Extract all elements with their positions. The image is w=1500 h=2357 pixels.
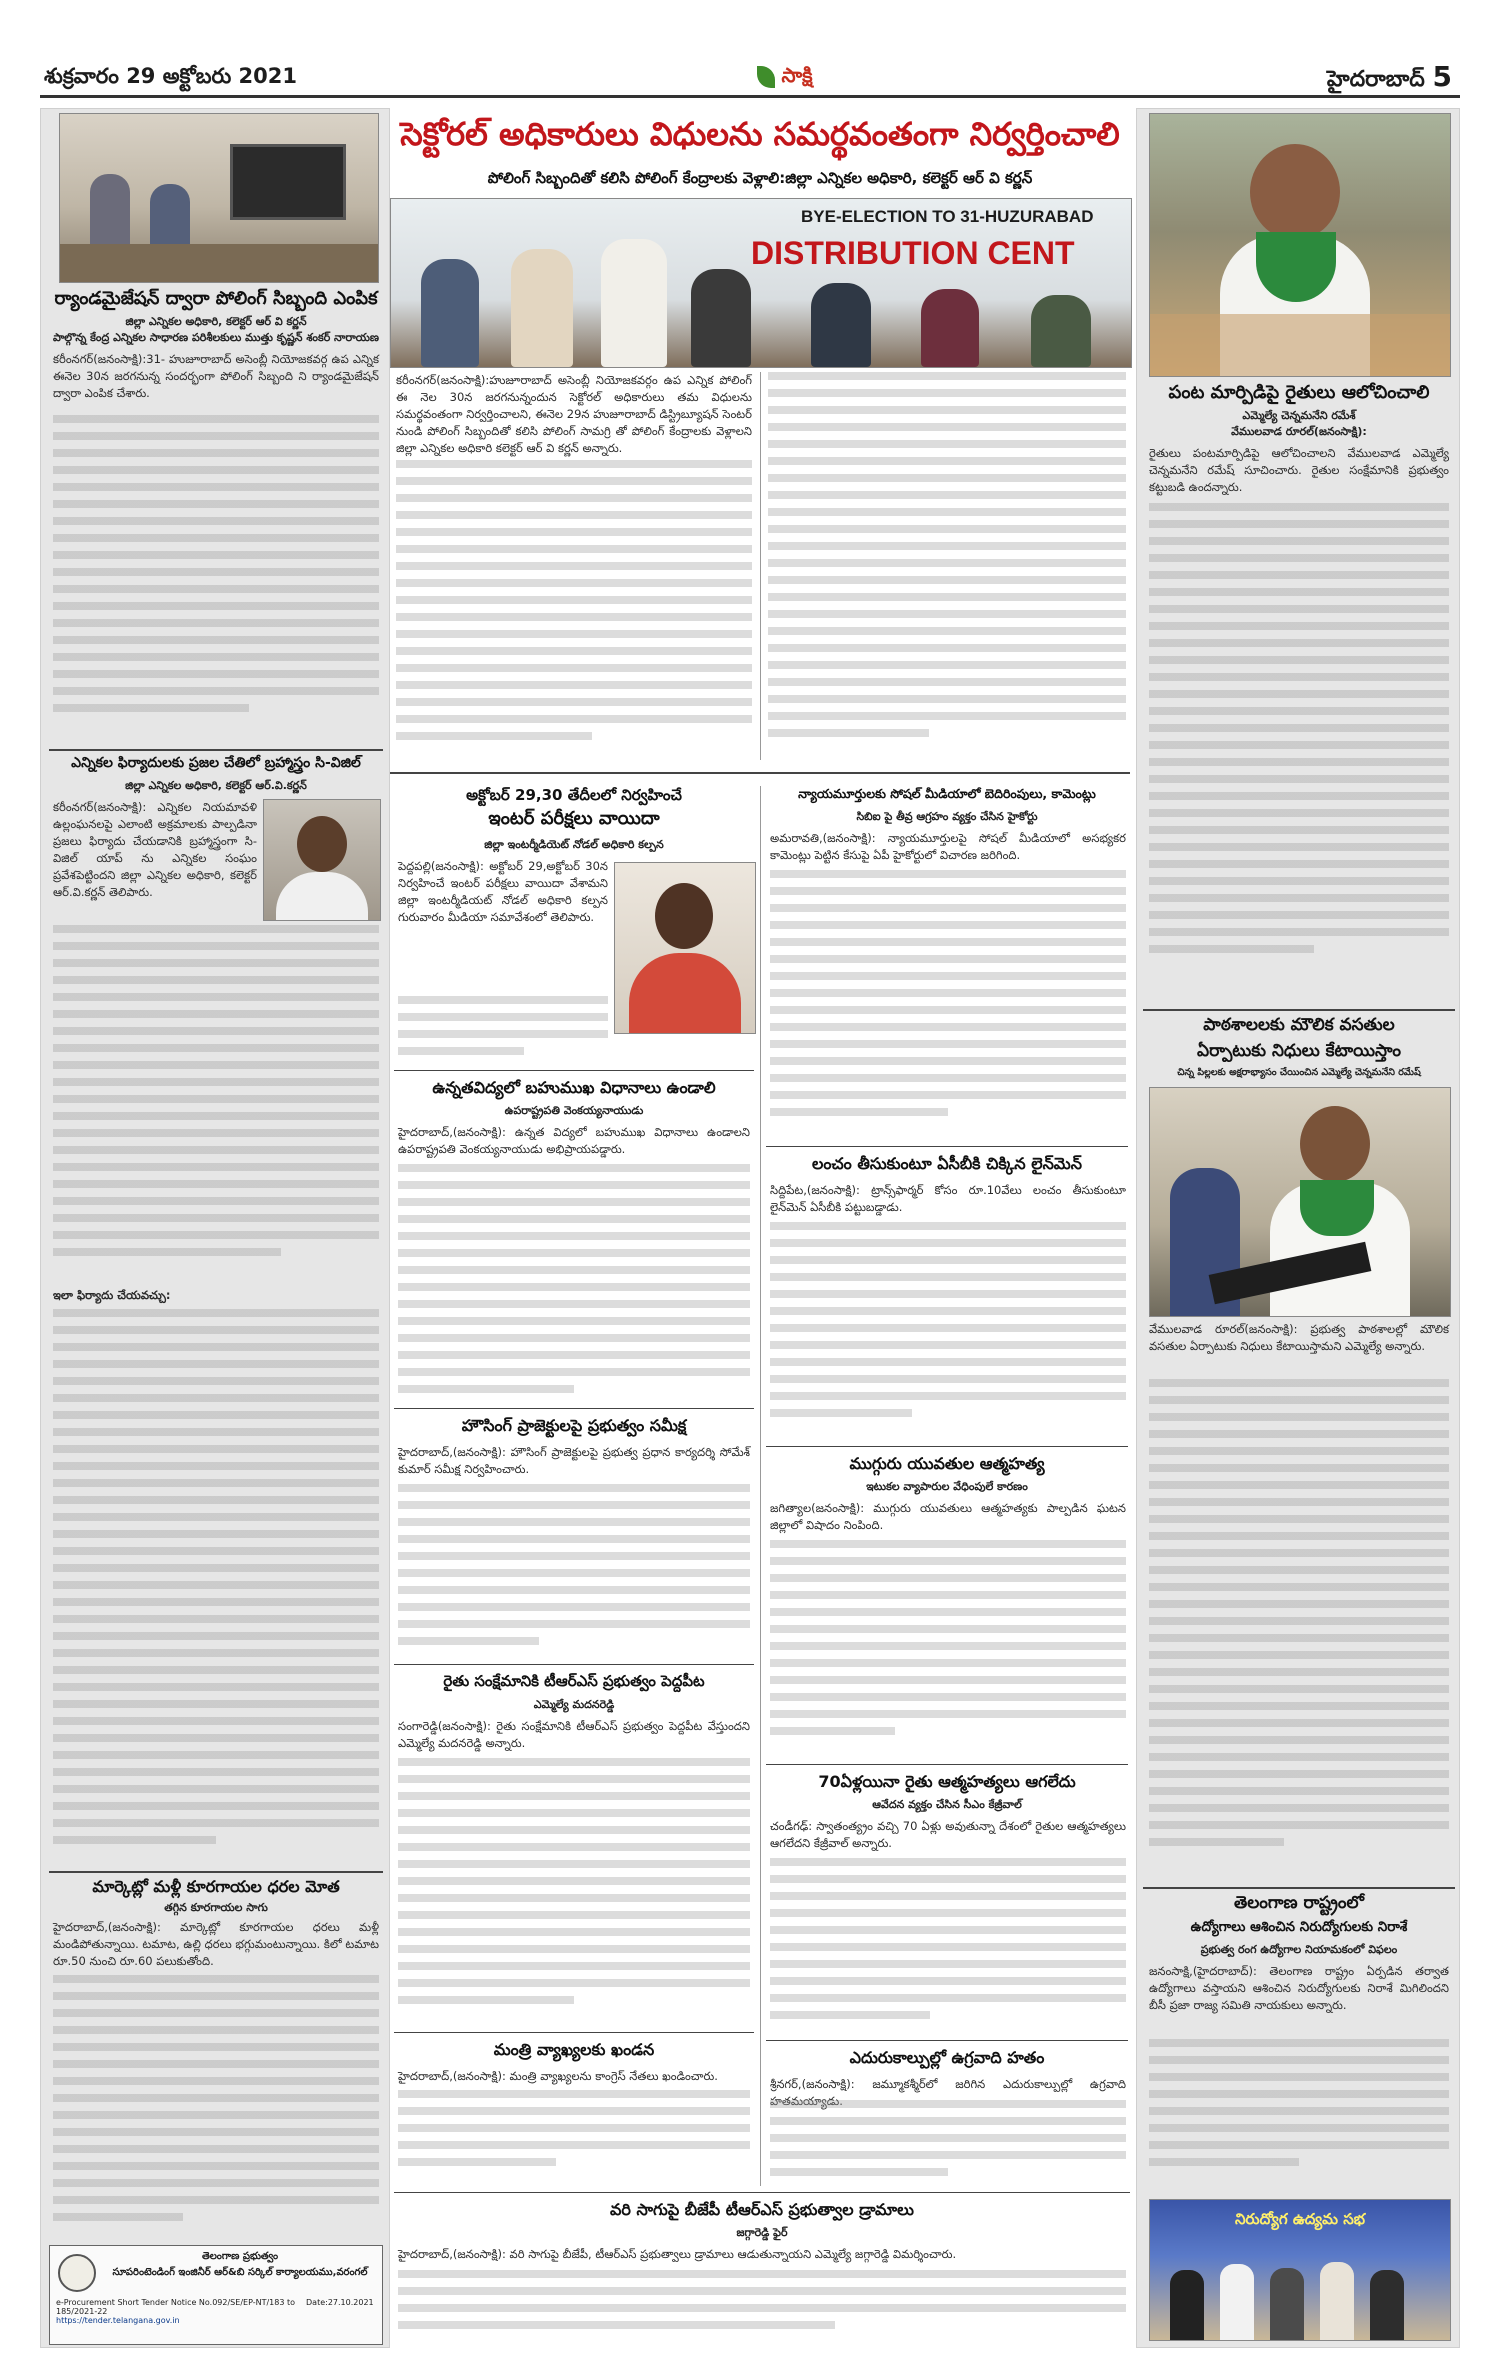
story1-headline: ర్యాండమైజేషన్ ద్వారా పోలింగ్ సిబ్బంది ఎంపిక (54, 288, 378, 309)
center-s10-body: శ్రీనగర్,(జనంసాక్షి): జమ్మూకశ్మీర్‌లో జరిగిన ఎదురుకాల్పుల్లో ఉగ్రవాది హతమయ్యాడు. (770, 2077, 1126, 2108)
crowd-shape (1150, 314, 1450, 376)
ad-office: సూపరింటెండింగ్ ఇంజినీర్ ఆర్&బి సర్కిల్ కార్యాలయము,వరంగల్ (112, 2267, 368, 2278)
center-s3-headline: ఉన్నతవిద్యలో బహుముఖ విధానాలు ఉండాలి (432, 1078, 716, 1097)
lead-body: కరీంనగర్(జనంసాక్షి):హుజూరాబాద్ అసెంబ్లీ నియోజకవర్గం ఉప ఎన్నిక పోలింగ్ ఈ నెల 30న జరగనున్నందున సెక్టోరల్ అధికారులు తమ విధులను సమర్థవంతంగా నిర్వర్తించాలని, ఈనెల 29న హుజూరాబాద్ డిస్ట్రిబ్యూషన్ సెంటర్ నుండి పోలింగ్ సిబ్బందితో కలిసి పోలింగ్ సామగ్రి తో పోలింగ్ కేంద్రాలకు వెళ్లాలని జిల్లా ఎన్నికల అధికారి కలెక్టర్ ఆర్ వి కర్ణన్ అన్నారు. (396, 373, 752, 455)
story2-minihead: ఇలా ఫిర్యాదు చేయవచ్చు: (53, 1288, 171, 1302)
center-s1-body: పెద్దపల్లి(జనంసాక్షి): అక్టోబర్ 29,అక్టోబర్ 30న నిర్వహించే ఇంటర్ పరీక్షలు వాయిదా వేశామని జిల్లా ఇంటర్మీడియట్ నోడల్ అధికారి కల్పన గురువారం మీడియా సమావేశంలో తెలిపారు. (398, 859, 608, 924)
person-figure (921, 289, 979, 367)
collector-portrait (263, 799, 381, 921)
person-figure (421, 259, 479, 367)
person-figure (811, 283, 871, 367)
center-s3-body: హైదరాబాద్,(జనంసాక్షి): ఉన్నత విద్యలో బహుముఖ విధానాలు ఉండాలని ఉపరాష్ట్రపతి వెంకయ్యనాయుడు అభిప్రాయపడ్డారు. (398, 1125, 750, 1156)
story2-subhead: జిల్లా ఎన్నికల అధికారి, కలెక్టర్ ఆర్.వి.కర్ణన్ (125, 779, 307, 792)
person-figure (1031, 295, 1091, 367)
story2-body: కరీంనగర్(జనంసాక్షి): ఎన్నికల నియమావళి ఉల్లంఘనలపై ఎలాంటి అక్రమాలకు పాల్పడినా ప్రజలు ఫిర్యాదు చేయడానికి బ్రహ్మాస్త్రంగా సి-విజిల్ యాప్ ను ఎన్నికల సంఘం ప్రవేశపెట్టిందని జిల్లా ఎన్నికల అధికారి, కలెక్టర్ ఆర్.వి.కర్ణన్ తెలిపారు. (53, 800, 257, 899)
face-shape (297, 816, 347, 872)
right-r2-headline: పాఠశాలలకు మౌలిక వసతుల (1203, 1015, 1395, 1035)
center-s6-lines (770, 1540, 1126, 1760)
divider (766, 1764, 1128, 1765)
right-r3-subhead: ప్రభుత్వ రంగ ఉద్యోగాల నియామకంలో విఫలం (1200, 1943, 1398, 1956)
divider (766, 2040, 1128, 2041)
stage-banner-text: నిరుద్యోగ ఉద్యమ సభ (1234, 2210, 1366, 2228)
face-shape (1250, 144, 1340, 240)
scarf-shape (1300, 1180, 1374, 1236)
center-s11-headline: వరి సాగుపై బీజేపీ టీఆర్ఎస్ ప్రభుత్వాల డ్రామాలు (610, 2200, 914, 2219)
center-s2-lines (770, 870, 1126, 1140)
ad-date: Date:27.10.2021 (306, 2298, 374, 2307)
divider (766, 1446, 1128, 1447)
person-figure (691, 269, 751, 367)
masthead (40, 58, 1460, 98)
person-figure (1320, 2262, 1354, 2340)
right-r2-body: వేములవాడ రూరల్(జనంసాక్షి): ప్రభుత్వ పాఠశాలల్లో మౌలిక వసతుల ఏర్పాటుకు నిధులు కేటాయిస్తామని ఎమ్మెల్యే అన్నారు. (1149, 1322, 1449, 1353)
page-number: 5 (1432, 60, 1452, 93)
story1-body: కరీంనగర్(జనంసాక్షి):31- హుజూరాబాద్ అసెంబ్లీ నియోజకవర్గ ఉప ఎన్నిక ఈనెల 30న జరగనున్న సందర్భంగా పోలింగ్ సిబ్బంది ని ర్యాండమైజేషన్ ద్వారా ఎంపిక చేశారు. (53, 352, 379, 400)
right-r1-body: రైతులు పంటమార్పిడిపై ఆలోచించాలని వేములవాడ ఎమ్మెల్యే చెన్నమనేని రమేష్ సూచించారు. రైతుల సంక్షేమానికి ప్రభుత్వం కట్టుబడి ఉందన్నారు. (1149, 446, 1449, 494)
story3-subhead: తగ్గిన కూరగాయల సాగు (164, 1901, 268, 1914)
divider (394, 2032, 754, 2033)
table-shape (60, 244, 378, 282)
center-s11-lines (398, 2270, 1126, 2344)
right-r1-dateline: వేములవాడ రూరల్(జనంసాక్షి): (1231, 425, 1367, 438)
center-s6-subhead: ఇటుకల వ్యాపారుల వేధింపులే కారణం (866, 1480, 1028, 1493)
center-s2-body: అమరావతి,(జనంసాక్షి): న్యాయమూర్తులపై సోషల్ మీడియాలో అసభ్యకర కామెంట్లు పెట్టిన కేసుపై ఏపీ హైకోర్టులో విచారణ జరిగింది. (770, 831, 1126, 862)
center-s7-body: సంగారెడ్డి(జనంసాక్షి): రైతు సంక్షేమానికి టీఆర్ఎస్ ప్రభుత్వం పెద్దపీట వేస్తుందని ఎమ్మెల్యే మదనరెడ్డి అన్నారు. (398, 1719, 750, 1750)
center-s11-subhead: జగ్గారెడ్డి ఫైర్ (736, 2226, 788, 2239)
divider (394, 1408, 754, 1409)
divider (394, 1070, 754, 1071)
center-s4-body: సిద్దిపేట,(జనంసాక్షి): ట్రాన్స్‌ఫార్మర్ కోసం రూ.10వేలు లంచం తీసుకుంటూ లైన్‌మెన్ ఏసీబీకి పట్టుబడ్డాడు. (770, 1183, 1126, 1214)
right-r2-lines (1149, 1379, 1449, 1883)
person-figure (1270, 2268, 1304, 2340)
center-s1-lines (398, 996, 608, 1066)
person-figure (1370, 2270, 1404, 2340)
story3-headline: మార్కెట్లో మళ్లీ కూరగాయల ధరల మోత (92, 1877, 340, 1896)
face-shape (1300, 1106, 1370, 1182)
center-s11-body: హైదరాబాద్,(జనంసాక్షి): వరి సాగుపై బీజేపీ, టీఆర్ఎస్ ప్రభుత్వాలు డ్రామాలు ఆడుతున్నాయని ఎమ్మెల్యే జగ్గారెడ్డి విమర్శించారు. (398, 2247, 957, 2261)
divider (766, 1146, 1128, 1147)
column-divider (760, 372, 761, 760)
center-s9-body: హైదరాబాద్,(జనంసాక్షి): మంత్రి వ్యాఖ్యలను కాంగ్రెస్ నేతలు ఖండించారు. (398, 2069, 718, 2083)
divider (1143, 1887, 1455, 1889)
center-s8-subhead: ఆవేదన వ్యక్తం చేసిన సీఎం కేజ్రీవాల్ (872, 1798, 1022, 1811)
center-s5-body: హైదరాబాద్,(జనంసాక్షి): హౌసింగ్ ప్రాజెక్టులపై ప్రభుత్వ ప్రధాన కార్యదర్శి సోమేశ్ కుమార్ సమీక్ష నిర్వహించారు. (398, 1445, 750, 1476)
divider (49, 1871, 383, 1873)
center-s1-headline: అక్టోబర్ 29,30 తేదీలలో నిర్వహించే (466, 786, 682, 804)
page-location (1327, 60, 1452, 97)
distribution-center-photo (390, 198, 1132, 368)
divider (49, 749, 383, 751)
right-r2-subhead: చిన్న పిల్లలకు అక్షరాభ్యాసం చేయించిన ఎమ్మెల్యే చెన్నమనేని రమేష్ (1177, 1067, 1421, 1078)
shirt-shape (276, 872, 368, 920)
banner-text-1: BYE-ELECTION TO 31-HUZURABAD (801, 207, 1094, 226)
center-s1-subhead: జిల్లా ఇంటర్మీడియెట్ నోడల్ అధికారి కల్పన (484, 838, 664, 851)
paper-name: సాక్షి (781, 62, 813, 87)
center-s9-lines (398, 2090, 750, 2190)
ad-url: https://tender.telangana.gov.in (56, 2316, 180, 2325)
story3-body-lines (53, 1975, 379, 2235)
polling-room-photo (59, 113, 379, 283)
paper-logo (700, 60, 870, 94)
ad-title: తెలంగాణ ప్రభుత్వం (201, 2251, 279, 2262)
center-s9-headline: మంత్రి వ్యాఖ్యలకు ఖండన (493, 2040, 655, 2059)
right-r1-headline: పంట మార్పిడిపై రైతులు ఆలోచించాలి (1168, 382, 1430, 403)
center-s4-headline: లంచం తీసుకుంటూ ఏసీబీకి చిక్కిన లైన్‌మెన్ (812, 1154, 1082, 1173)
right-column (1136, 108, 1460, 2348)
face-shape (655, 883, 713, 949)
right-r3-lines (1149, 2039, 1449, 2189)
lead-headline: సెక్టోరల్ అధికారులు విధులను సమర్థవంతంగా నిర్వర్తించాలి (400, 115, 1120, 153)
monitor-icon (230, 144, 346, 220)
center-s8-body: చండీగఢ్: స్వాతంత్య్రం వచ్చి 70 ఏళ్లు అవుతున్నా దేశంలో రైతుల ఆత్మహత్యలు ఆగలేదని కేజ్రీవాల్ అన్నారు. (770, 1819, 1126, 1850)
right-r1-subhead: ఎమ్మెల్యే చెన్నమనేని రమేశ్ (1242, 409, 1356, 422)
column-divider (760, 786, 761, 2186)
center-s8-lines (770, 1858, 1126, 2038)
tender-notice-ad (49, 2245, 383, 2345)
divider (394, 1664, 754, 1665)
divider (390, 772, 1130, 774)
story1-subhead2: పాల్గొన్న కేంద్ర ఎన్నికల సాధారణ పరిశీలకులు ముత్తు కృష్ణన్ శంకర్ నారాయణ (52, 331, 380, 344)
center-s5-lines (398, 1484, 750, 1660)
emblem-icon (58, 2254, 96, 2292)
person-figure (511, 249, 573, 367)
center-s7-subhead: ఎమ్మెల్యే మదనరెడ్డి (533, 1698, 615, 1711)
story1-subhead: జిల్లా ఎన్నికల అధికారి, కలెక్టర్ ఆర్ వి కర్ణన్ (125, 315, 307, 328)
center-s10-headline: ఎదురుకాల్పుల్లో ఉగ్రవాది హతం (849, 2048, 1045, 2067)
nodal-officer-portrait (614, 862, 756, 1034)
right-r2-headline2: ఏర్పాటుకు నిధులు కేటాయిస్తాం (1197, 1041, 1401, 1061)
center-s8-headline: 70ఏళ్లయినా రైతు ఆత్మహత్యలు ఆగలేదు (818, 1772, 1076, 1791)
rally-stage-photo (1149, 2199, 1451, 2341)
center-s6-headline: ముగ్గురు యువతుల ఆత్మహత్య (849, 1454, 1045, 1473)
city-name: హైదరాబాద్ (1326, 67, 1425, 92)
person-figure (1220, 2264, 1254, 2340)
center-s3-lines (398, 1164, 750, 1404)
story2-headline: ఎన్నికల ఫిర్యాదులకు ప్రజల చేతిలో బ్రహ్మాస్త్రం సి-విజిల్ (71, 755, 361, 771)
story1-body-lines (53, 415, 379, 745)
story2-body-lines (53, 925, 379, 1285)
story2-body-lines-2 (53, 1309, 379, 1869)
right-r3-body: జనంసాక్షి,(హైదరాబాద్): తెలంగాణ రాష్ట్రం ఏర్పడిన తర్వాత ఉద్యోగాలు వస్తాయని ఆశించిన నిరుద్యోగులకు నిరాశే మిగిలిందని బీసీ ప్రజా రాజ్య సమితి నాయకులు అన్నారు. (1149, 1964, 1449, 2012)
right-r3-headline2: ఉద్యోగాలు ఆశించిన నిరుద్యోగులకు నిరాశే (1190, 1919, 1408, 1935)
saree-shape (629, 953, 741, 1033)
school-event-photo (1149, 1087, 1451, 1317)
center-s4-lines (770, 1222, 1126, 1442)
divider (1143, 1009, 1455, 1011)
center-s7-headline: రైతు సంక్షేమానికి టీఆర్ఎస్ ప్రభుత్వం పెద్దపీట (443, 1672, 705, 1690)
lead-body-lines-left (396, 460, 752, 760)
right-r3-headline: తెలంగాణ రాష్ట్రంలో (1233, 1893, 1365, 1913)
leaf-icon (757, 66, 775, 88)
ad-reference: e-Procurement Short Tender Notice No.092/SE/EP-NT/183 to 185/2021-22 (56, 2298, 296, 2316)
center-s1-headline2: ఇంటర్ పరీక్షలు వాయిదా (488, 808, 660, 829)
mla-speaking-photo (1149, 113, 1451, 377)
lead-subhead: పోలింగ్ సిబ్బందితో కలిసి పోలింగ్ కేంద్రాలకు వెళ్లాలి:జిల్లా ఎన్నికల అధికారి, కలెక్టర్ ఆర్ వి కర్ణన్ (487, 169, 1033, 187)
banner-text-2: DISTRIBUTION CENT (751, 235, 1075, 271)
center-s2-headline: న్యాయమూర్తులకు సోషల్ మీడియాలో బెదిరింపులు, కామెంట్లు (798, 786, 1096, 801)
divider (394, 2192, 1130, 2193)
person-figure (1170, 2270, 1204, 2340)
right-r1-lines (1149, 503, 1449, 1003)
story3-body: హైదరాబాద్,(జనంసాక్షి): మార్కెట్లో కూరగాయల ధరలు మళ్లీ మండిపోతున్నాయి. టమాట, ఉల్లి ధరలు భగ్గుమంటున్నాయి. కిలో టమాట రూ.50 నుంచి రూ.60 పలుకుతోంది. (53, 1920, 379, 1968)
center-s3-subhead: ఉపరాష్ట్రపతి వెంకయ్యనాయుడు (504, 1104, 644, 1117)
center-s7-lines (398, 1758, 750, 2028)
person-figure (601, 239, 667, 367)
left-column (40, 108, 390, 2348)
center-s6-body: జగిత్యాల(జనంసాక్షి): ముగ్గురు యువతులు ఆత్మహత్యకు పాల్పడిన ఘటన జిల్లాలో విషాదం నింపింది. (770, 1501, 1126, 1532)
center-s10-lines (770, 2100, 1126, 2190)
lead-body-lines-right (768, 372, 1126, 760)
center-s5-headline: హౌసింగ్ ప్రాజెక్టులపై ప్రభుత్వం సమీక్ష (461, 1416, 687, 1435)
center-s2-subhead: సిబిఐ పై తీవ్ర ఆగ్రహం వ్యక్తం చేసిన హైకోర్టు (856, 810, 1038, 823)
edition-date: శుక్రవారం 29 అక్టోబరు 2021 (44, 64, 297, 88)
